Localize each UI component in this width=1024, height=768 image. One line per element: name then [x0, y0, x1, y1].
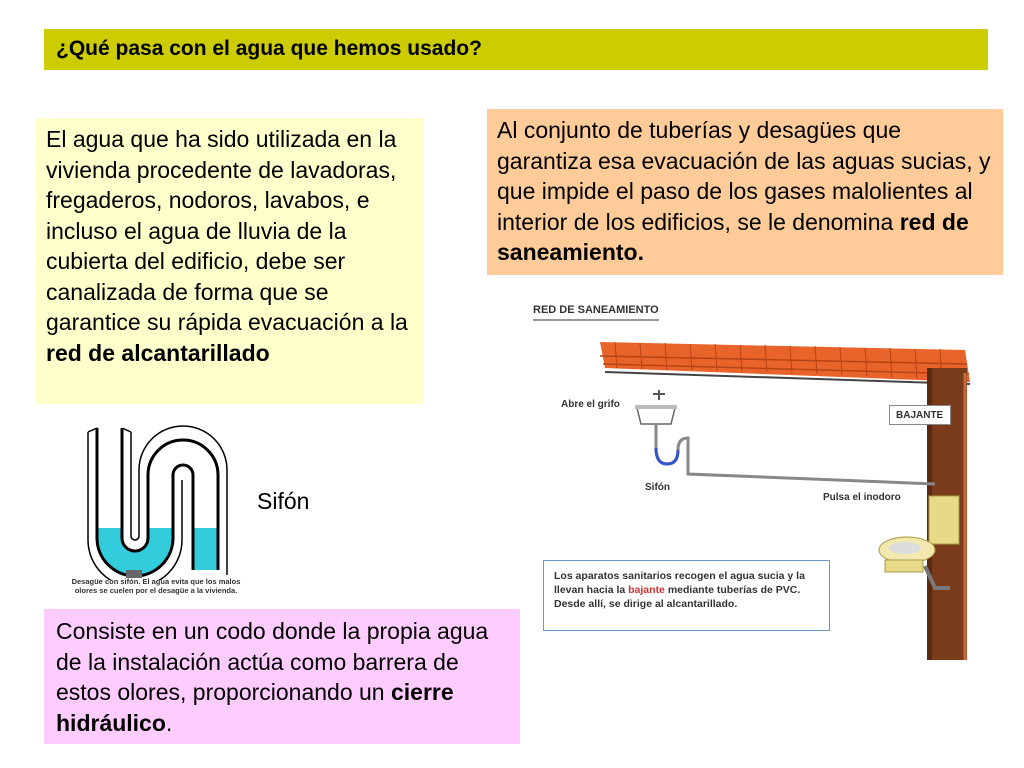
bottom-text-bold: cierre hidráulico	[56, 679, 454, 736]
label-open-faucet: Abre el grifo	[561, 399, 620, 410]
bajante-tag: BAJANTE	[889, 405, 951, 425]
siphon-water	[80, 528, 240, 578]
siphon-caption: Desagüe con sifón. El agua evita que los malos olores se cuelen por el desagüe a la vivienda.	[71, 577, 241, 595]
bottom-text: Consiste en un codo donde la propia agua de la instalación actúa como barrera de estos olores, proporcionando un	[56, 618, 489, 705]
left-text-bold: red de alcantarillado	[46, 339, 270, 366]
diagram-title: RED DE SANEAMIENTO	[533, 304, 659, 321]
sanitation-diagram	[525, 298, 985, 660]
info-text-2: mediante tuberías de PVC. Desde allí, se dirige al alcantarillado.	[554, 584, 801, 610]
left-text-box	[36, 118, 423, 404]
siphon-illustration	[60, 420, 250, 580]
diagram-info-box	[543, 560, 830, 631]
label-flush-toilet: Pulsa el inodoro	[823, 492, 901, 503]
left-text: El agua que ha sido utilizada en la vivienda procedente de lavadoras, fregaderos, nodoros, lavabos, e incluso el agua de lluvia de la cubierta del edificio, debe ser canalizada de forma que se garantice su rápida evacuación a la	[46, 126, 408, 335]
slide-title-text: ¿Qué pasa con el agua que hemos usado?	[56, 37, 482, 60]
right-text-box	[487, 109, 1003, 275]
info-text-1: Los aparatos sanitarios recogen el agua sucia y la llevan hacia la	[554, 570, 805, 596]
siphon-label: Sifón	[257, 488, 310, 514]
right-text-bold: red de saneamiento.	[497, 208, 969, 265]
roof-tiles	[600, 342, 970, 384]
info-highlight: bajante	[628, 584, 665, 596]
right-text: Al conjunto de tuberías y desagües que garantiza esa evacuación de las aguas sucias, y que impide el paso de los gases malolientes al interior de los edificios, se le denomina	[497, 117, 991, 235]
label-diagram-siphon: Sifón	[645, 482, 670, 493]
slide-title	[44, 29, 988, 70]
bottom-text-end: .	[165, 709, 173, 736]
bottom-text-box	[44, 609, 520, 744]
